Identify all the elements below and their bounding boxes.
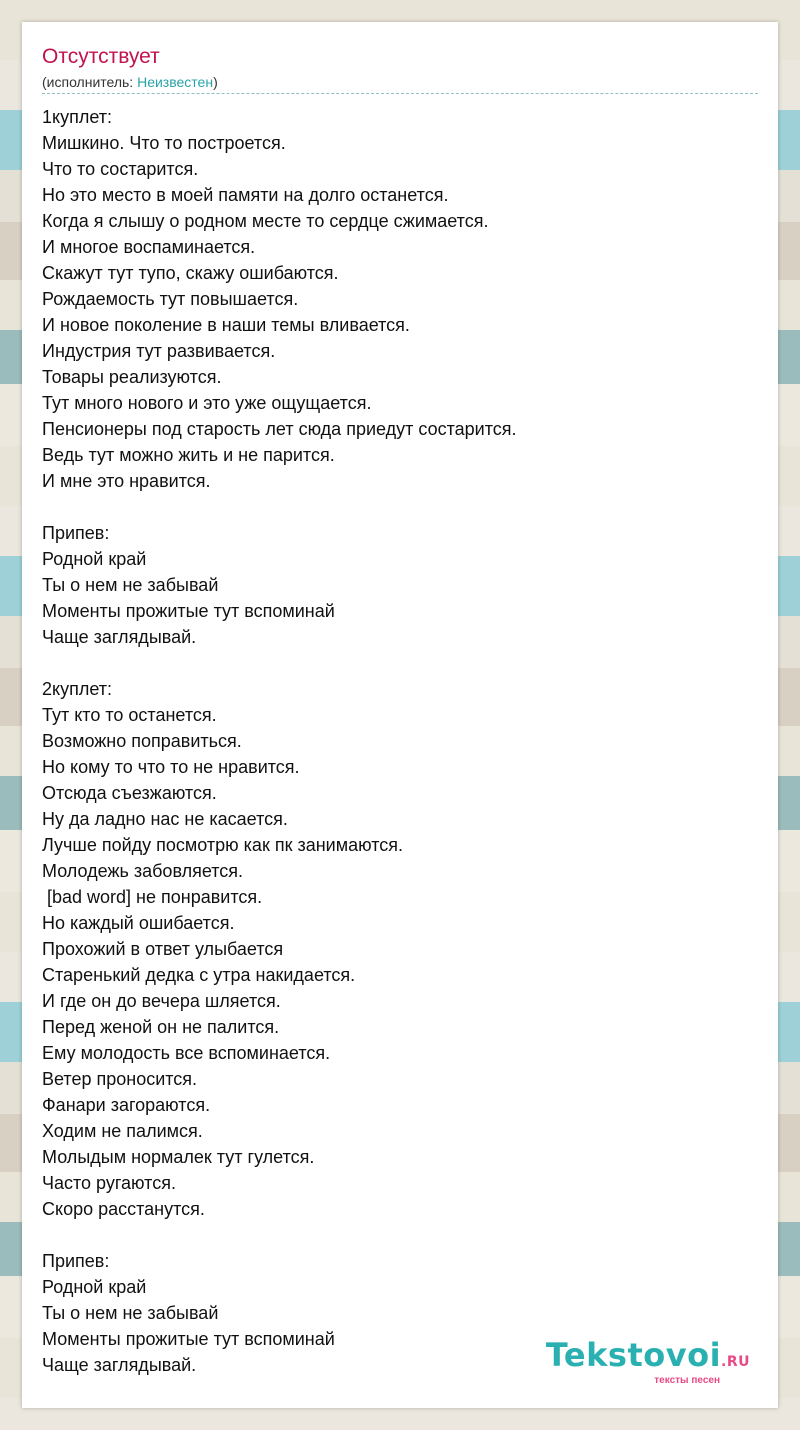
lyric-line: И многое воспаминается.: [42, 237, 256, 257]
lyric-line: Ты о нем не забывай: [42, 575, 219, 595]
lyric-line: 2куплет:: [42, 679, 112, 699]
lyric-line: Мишкино. Что то построется.: [42, 133, 286, 153]
lyric-line: 1куплет:: [42, 107, 112, 127]
lyric-line: Чаще заглядывай.: [42, 1355, 197, 1375]
lyric-line: Пенсионеры под старость лет сюда приедут состарится.: [42, 419, 517, 439]
site-logo[interactable]: [546, 1338, 750, 1386]
lyrics-text: [42, 104, 758, 1378]
lyric-line: Часто ругаются.: [42, 1173, 176, 1193]
lyric-line: Лучше пойду посмотрю как пк занимаются.: [42, 835, 403, 855]
artist-line: [42, 73, 218, 91]
lyric-line: [bad word] не понравится.: [42, 887, 263, 907]
lyric-line: Моменты прожитые тут вспоминай: [42, 601, 335, 621]
lyric-line: Что то состарится.: [42, 159, 199, 179]
lyric-line: Старенький дедка с утра накидается.: [42, 965, 356, 985]
lyric-line: Фанари загораются.: [42, 1095, 211, 1115]
lyric-line: Моменты прожитые тут вспоминай: [42, 1329, 335, 1349]
song-title: Отсутствует: [42, 45, 160, 68]
lyric-line: Возможно поправиться.: [42, 731, 242, 751]
lyric-line: Молодежь забовляется.: [42, 861, 244, 881]
lyric-line: И новое поколение в наши темы вливается.: [42, 315, 410, 335]
logo-wordmark: Tekstovoi: [545, 1336, 722, 1374]
lyric-line: Скоро расстанутся.: [42, 1199, 205, 1219]
lyric-line: Припев:: [42, 1251, 110, 1271]
lyrics-card: [22, 22, 778, 1408]
lyric-line: Когда я слышу о родном месте то сердце сжимается.: [42, 211, 489, 231]
lyric-line: Ну да ладно нас не касается.: [42, 809, 288, 829]
lyric-line: Родной край: [42, 1277, 147, 1297]
lyric-line: Припев:: [42, 523, 110, 543]
logo-tagline: тексты песен: [654, 1375, 720, 1386]
lyric-line: Индустрия тут развивается.: [42, 341, 276, 361]
artist-prefix: (исполнитель:: [42, 74, 138, 90]
title-divider: [42, 93, 758, 94]
lyric-line: Ему молодость все вспоминается.: [42, 1043, 331, 1063]
lyric-line: И где он до вечера шляется.: [42, 991, 281, 1011]
lyric-line: Тут кто то останется.: [42, 705, 217, 725]
lyric-line: Родной край: [42, 549, 147, 569]
lyric-line: Прохожий в ответ улыбается: [42, 939, 284, 959]
lyric-line: Молыдым нормалек тут гулется.: [42, 1147, 315, 1167]
lyric-line: Отсюда съезжаются.: [42, 783, 217, 803]
artist-link[interactable]: Неизвестен: [137, 74, 214, 90]
logo-domain: .RU: [721, 1354, 750, 1370]
lyric-line: Рождаемость тут повышается.: [42, 289, 299, 309]
lyric-line: [42, 494, 758, 520]
lyric-line: Чаще заглядывай.: [42, 627, 197, 647]
lyric-line: Но это место в моей памяти на долго останется.: [42, 185, 449, 205]
lyric-line: Перед женой он не палится.: [42, 1017, 280, 1037]
lyric-line: Ты о нем не забывай: [42, 1303, 219, 1323]
lyric-line: [42, 1222, 758, 1248]
artist-suffix: ): [213, 74, 218, 90]
lyric-line: Ходим не палимся.: [42, 1121, 203, 1141]
lyric-line: Ведь тут можно жить и не парится.: [42, 445, 335, 465]
lyric-line: И мне это нравится.: [42, 471, 211, 491]
lyric-line: Товары реализуются.: [42, 367, 222, 387]
lyric-line: Ветер проносится.: [42, 1069, 198, 1089]
lyric-line: [42, 650, 758, 676]
lyric-line: Тут много нового и это уже ощущается.: [42, 393, 372, 413]
lyric-line: Скажут тут тупо, скажу ошибаются.: [42, 263, 339, 283]
lyric-line: Но каждый ошибается.: [42, 913, 235, 933]
lyric-line: Но кому то что то не нравится.: [42, 757, 300, 777]
